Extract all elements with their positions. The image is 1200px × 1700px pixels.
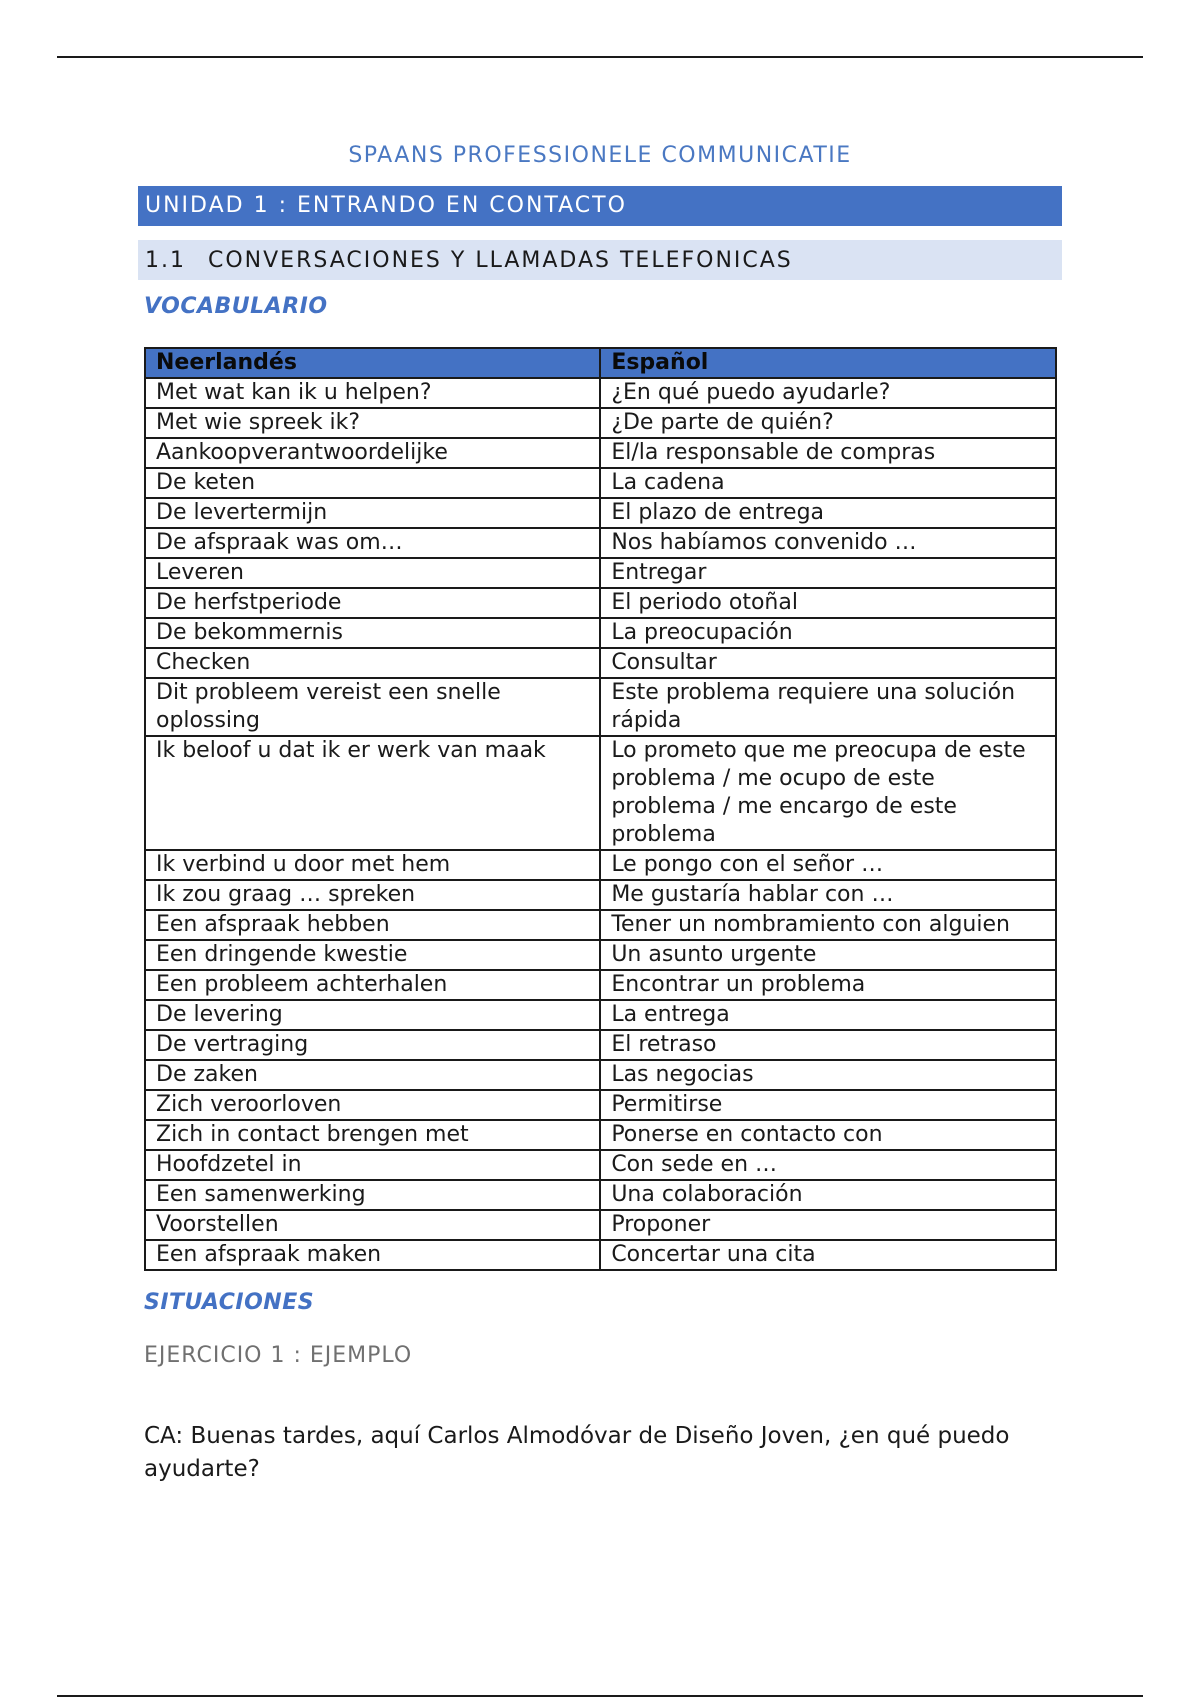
- dutch-term: Zich veroorloven: [145, 1090, 600, 1120]
- spanish-term: Proponer: [600, 1210, 1056, 1240]
- dutch-term: De herfstperiode: [145, 588, 600, 618]
- table-row: [145, 940, 1056, 970]
- spanish-term: Ponerse en contacto con: [600, 1120, 1056, 1150]
- section-heading: [138, 240, 1062, 280]
- dutch-term: Met wie spreek ik?: [145, 408, 600, 438]
- spanish-term: Encontrar un problema: [600, 970, 1056, 1000]
- table-row: [145, 850, 1056, 880]
- dutch-term: Checken: [145, 648, 600, 678]
- dutch-term: De keten: [145, 468, 600, 498]
- dutch-term: Dit probleem vereist een snelle oplossing: [145, 678, 600, 736]
- spanish-term: ¿De parte de quién?: [600, 408, 1056, 438]
- spanish-term: El retraso: [600, 1030, 1056, 1060]
- vocabulary-table: [144, 347, 1057, 1271]
- table-row: [145, 438, 1056, 468]
- dutch-term: Een afspraak hebben: [145, 910, 600, 940]
- dutch-term: Een dringende kwestie: [145, 940, 600, 970]
- table-row: [145, 648, 1056, 678]
- table-row: [145, 1150, 1056, 1180]
- table-row: [145, 558, 1056, 588]
- table-row: [145, 678, 1056, 736]
- spanish-term: La cadena: [600, 468, 1056, 498]
- spanish-term: Concertar una cita: [600, 1240, 1056, 1270]
- dutch-term: Ik beloof u dat ik er werk van maak: [145, 736, 600, 850]
- table-row: [145, 1090, 1056, 1120]
- dutch-term: De zaken: [145, 1060, 600, 1090]
- spanish-term: Nos habíamos convenido …: [600, 528, 1056, 558]
- table-row: [145, 1060, 1056, 1090]
- dialog-line: CA: Buenas tardes, aquí Carlos Almodóvar de Diseño Joven, ¿en qué puedo ayudarte?: [144, 1423, 1010, 1482]
- spanish-term: La preocupación: [600, 618, 1056, 648]
- table-row: [145, 408, 1056, 438]
- spanish-term: Lo prometo que me preocupa de este problema / me ocupo de este problema / me encargo de este problema: [600, 736, 1056, 850]
- section-number: 1.1: [145, 248, 186, 273]
- dutch-term: Hoofdzetel in: [145, 1150, 600, 1180]
- table-row: [145, 880, 1056, 910]
- table-row: [145, 498, 1056, 528]
- table-row: [145, 1120, 1056, 1150]
- spanish-term: Tener un nombramiento con alguien: [600, 910, 1056, 940]
- page-top-rule: [57, 56, 1143, 58]
- spanish-term: Este problema requiere una solución rápida: [600, 678, 1056, 736]
- spanish-term: Entregar: [600, 558, 1056, 588]
- spanish-term: Consultar: [600, 648, 1056, 678]
- dutch-term: Met wat kan ik u helpen?: [145, 378, 600, 408]
- document-title: SPAANS PROFESSIONELE COMMUNICATIE: [348, 143, 852, 168]
- spanish-term: Las negocias: [600, 1060, 1056, 1090]
- dutch-term: De vertraging: [145, 1030, 600, 1060]
- table-header-row: [145, 348, 1056, 378]
- table-row: [145, 1180, 1056, 1210]
- dutch-term: De afspraak was om…: [145, 528, 600, 558]
- table-row: [145, 378, 1056, 408]
- section-title: CONVERSACIONES Y LLAMADAS TELEFONICAS: [208, 248, 793, 273]
- spanish-term: Le pongo con el señor …: [600, 850, 1056, 880]
- table-row: [145, 1240, 1056, 1270]
- dutch-term: Aankoopverantwoordelijke: [145, 438, 600, 468]
- dutch-term: Voorstellen: [145, 1210, 600, 1240]
- table-row: [145, 1210, 1056, 1240]
- vocabulary-table-body: [145, 378, 1056, 1270]
- unit-heading: UNIDAD 1 : ENTRANDO EN CONTACTO: [138, 186, 1062, 226]
- table-row: [145, 588, 1056, 618]
- table-row: [145, 468, 1056, 498]
- spanish-term: La entrega: [600, 1000, 1056, 1030]
- dutch-term: De levertermijn: [145, 498, 600, 528]
- header-dutch: Neerlandés: [145, 348, 600, 378]
- table-row: [145, 910, 1056, 940]
- spanish-term: El plazo de entrega: [600, 498, 1056, 528]
- spanish-term: El periodo otoñal: [600, 588, 1056, 618]
- spanish-term: Con sede en …: [600, 1150, 1056, 1180]
- header-spanish: Español: [600, 348, 1056, 378]
- dutch-term: Zich in contact brengen met: [145, 1120, 600, 1150]
- vocabulary-heading: VOCABULARIO: [144, 294, 328, 319]
- dutch-term: De bekommernis: [145, 618, 600, 648]
- dutch-term: Ik verbind u door met hem: [145, 850, 600, 880]
- table-row: [145, 736, 1056, 850]
- dutch-term: Ik zou graag … spreken: [145, 880, 600, 910]
- table-row: [145, 528, 1056, 558]
- dutch-term: Een afspraak maken: [145, 1240, 600, 1270]
- spanish-term: El/la responsable de compras: [600, 438, 1056, 468]
- table-row: [145, 1000, 1056, 1030]
- spanish-term: Permitirse: [600, 1090, 1056, 1120]
- situations-heading: SITUACIONES: [144, 1290, 315, 1315]
- dutch-term: Een probleem achterhalen: [145, 970, 600, 1000]
- table-row: [145, 1030, 1056, 1060]
- page-bottom-rule: [57, 1695, 1143, 1697]
- table-row: [145, 618, 1056, 648]
- exercise-label: EJERCICIO 1 : EJEMPLO: [144, 1343, 413, 1368]
- spanish-term: Un asunto urgente: [600, 940, 1056, 970]
- spanish-term: Una colaboración: [600, 1180, 1056, 1210]
- spanish-term: ¿En qué puedo ayudarle?: [600, 378, 1056, 408]
- dutch-term: De levering: [145, 1000, 600, 1030]
- dutch-term: Een samenwerking: [145, 1180, 600, 1210]
- table-row: [145, 970, 1056, 1000]
- spanish-term: Me gustaría hablar con …: [600, 880, 1056, 910]
- dutch-term: Leveren: [145, 558, 600, 588]
